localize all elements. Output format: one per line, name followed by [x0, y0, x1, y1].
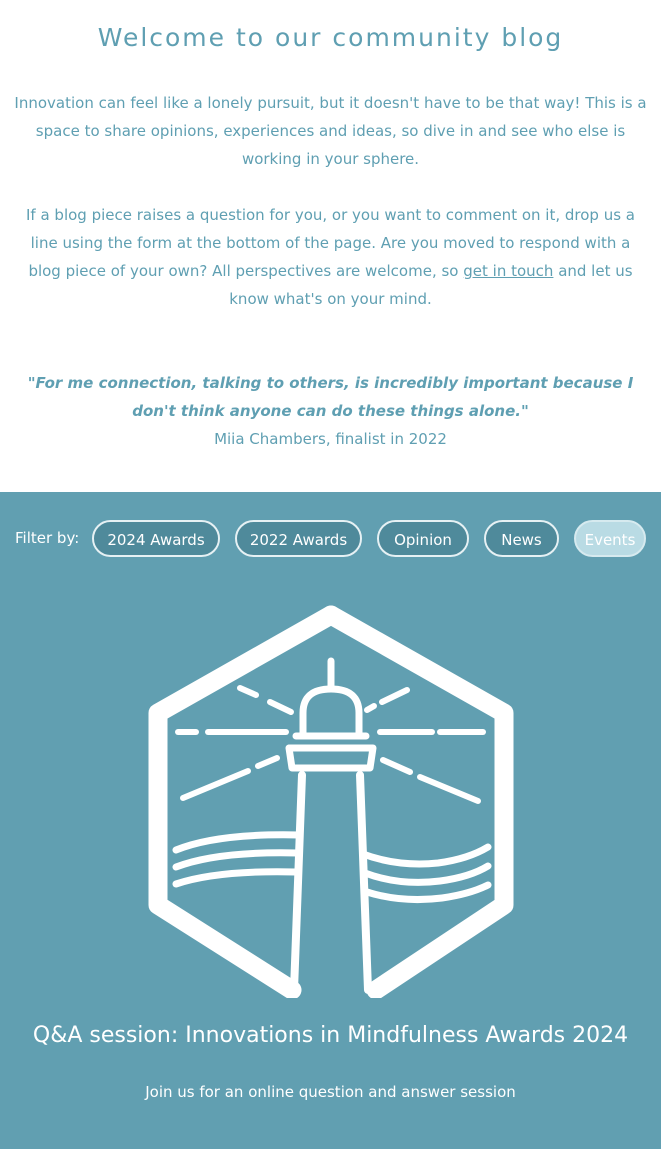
filter-opinion-button[interactable]: Opinion: [377, 520, 469, 557]
testimonial-quote: "For me connection, talking to others, is incredibly important because I don't think anyone can do these things alone.": [27, 374, 634, 420]
intro-section: [0, 0, 661, 492]
post-title[interactable]: Q&A session: Innovations in Mindfulness Awards 2024: [32, 1023, 629, 1048]
blog-listing: [0, 492, 661, 1149]
filter-label: Filter by:: [15, 529, 80, 547]
filter-news-button[interactable]: News: [484, 520, 559, 557]
contact-text-after: and let us know what's on your mind.: [229, 262, 633, 308]
quote-attribution: Miia Chambers, finalist in 2022: [214, 430, 447, 448]
contact-text-before: If a blog piece raises a question for you, or you want to comment on it, drop us a line using the form at the bottom of the page. Are you moved to respond with a blog piece of your own? All perspectives are welcome, so: [26, 206, 635, 280]
filter-2022-awards-button[interactable]: 2022 Awards: [235, 520, 362, 557]
filter-2024-awards-button[interactable]: 2024 Awards: [92, 520, 220, 557]
lighthouse-hexagon-icon[interactable]: [148, 605, 514, 998]
filter-events-button[interactable]: Events: [574, 520, 646, 557]
get-in-touch-link[interactable]: get in touch: [463, 262, 554, 280]
page-title: Welcome to our community blog: [97, 23, 564, 52]
contact-paragraph: [14, 201, 647, 313]
intro-paragraph: Innovation can feel like a lonely pursuit, but it doesn't have to be that way! This is a space to share opinions, experiences and ideas, so dive in and see who else is working in your sphere.: [14, 94, 647, 168]
post-summary: Join us for an online question and answer session: [145, 1083, 516, 1101]
